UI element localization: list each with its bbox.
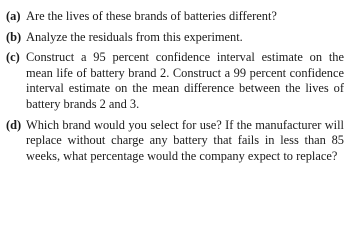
question-c (6, 50, 344, 112)
question-label: (b) (6, 29, 22, 44)
question-d (6, 118, 344, 165)
question-a (6, 9, 344, 25)
question-label: (c) (6, 50, 20, 65)
question-text: Which brand would you select for use? If the manufacturer will replace without charge any battery that fails in less than 85 weeks, what percentage would the company expect to replace? (26, 117, 344, 163)
question-text: Are the lives of these brands of batteries different? (26, 9, 277, 23)
question-label: (d) (6, 117, 22, 132)
question-label: (a) (6, 9, 21, 23)
question-text: Construct a 95 percent confidence interval estimate on the mean life of battery brand 2. Construct a 99 percent confidence interval estimate on the mean difference between the lives of battery brands 2 and 3. (26, 50, 344, 111)
question-text: Analyze the residuals from this experiment. (26, 29, 243, 44)
question-b (6, 30, 344, 46)
question-list (6, 9, 344, 164)
